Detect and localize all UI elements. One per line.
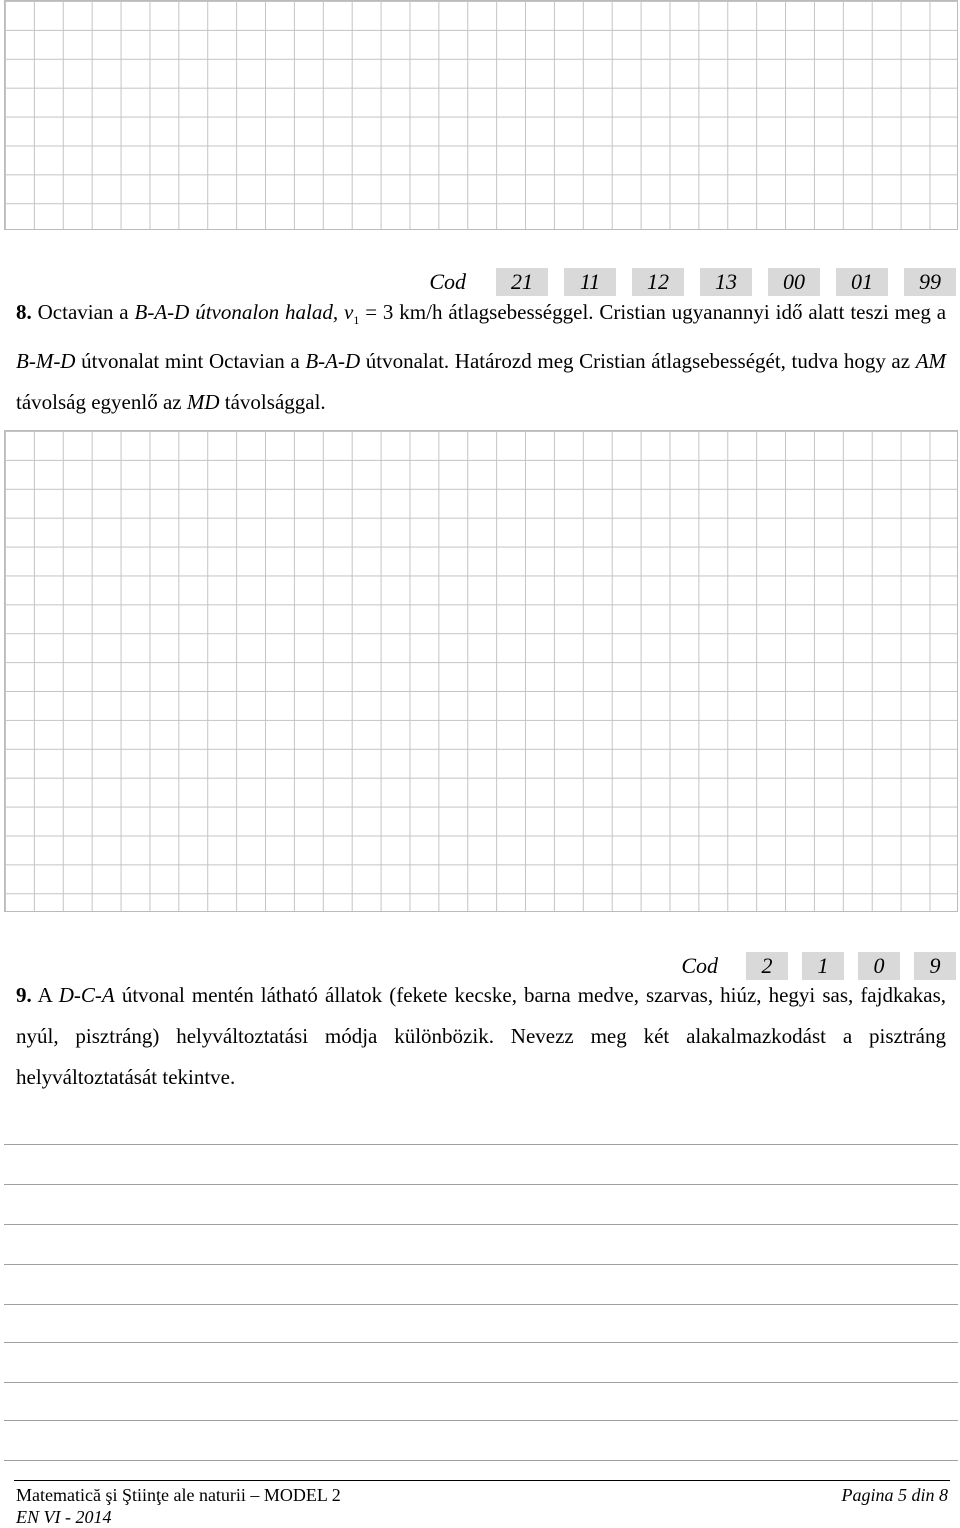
question-8 xyxy=(16,292,946,423)
code-cell[interactable]: 01 xyxy=(836,268,888,296)
answer-grid-top[interactable] xyxy=(4,0,958,230)
answer-line[interactable] xyxy=(4,1460,958,1461)
velocity-subscript: 1 xyxy=(353,313,360,328)
question-text: útvonalat mint Octavian a xyxy=(81,349,300,374)
answer-line[interactable] xyxy=(4,1264,958,1265)
code-cell[interactable]: 9 xyxy=(914,952,956,980)
segment-label: MD xyxy=(186,390,220,415)
answer-line[interactable] xyxy=(4,1184,958,1185)
footer-title: Matematică şi Ştiinţe ale naturii – MODEL 2 xyxy=(16,1485,341,1505)
code-cell[interactable]: 0 xyxy=(858,952,900,980)
code-cell[interactable]: 11 xyxy=(564,268,616,296)
route-label: D-C-A xyxy=(58,983,115,1007)
question-text: távolság egyenlő az xyxy=(16,390,182,415)
velocity-variable: v xyxy=(344,300,354,324)
code-cell[interactable]: 13 xyxy=(700,268,752,296)
question-text: A xyxy=(37,983,52,1007)
segment-label: AM xyxy=(915,349,947,374)
footer-subtitle: EN VI - 2014 xyxy=(16,1507,112,1527)
answer-grid-q8[interactable] xyxy=(4,430,958,912)
question-text: útvonalat. Határozd meg Cristian átlagsebességét, tudva hogy az xyxy=(365,349,911,374)
code-cell[interactable]: 99 xyxy=(904,268,956,296)
answer-line[interactable] xyxy=(4,1382,958,1383)
code-cell[interactable]: 00 xyxy=(768,268,820,296)
answer-line[interactable] xyxy=(4,1342,958,1343)
cod-label: Cod xyxy=(429,269,466,294)
answer-line[interactable] xyxy=(4,1144,958,1145)
answer-line[interactable] xyxy=(4,1304,958,1305)
route-label: B-A-D xyxy=(305,349,361,374)
code-cell[interactable]: 21 xyxy=(496,268,548,296)
route-label: B-A-D xyxy=(134,300,190,324)
code-cell[interactable]: 12 xyxy=(632,268,684,296)
question-text: Octavian a xyxy=(37,300,129,324)
page-number: Pagina 5 din 8 xyxy=(841,1485,948,1505)
question-number: 9. xyxy=(16,983,32,1007)
answer-line[interactable] xyxy=(4,1224,958,1225)
question-text: útvonal mentén látható állatok (fekete kecske, barna medve, szarvas, hiúz, hegyi sas, fajdkakas, nyúl, pisztráng) helyváltoztatási módja különbözik. Nevezz meg két alakalmazkodást a pisztráng helyváltoztatását tekintve. xyxy=(16,983,947,1089)
question-text: = 3 km/h átlagsebességgel. Cristian ugyanannyi idő alatt teszi meg a xyxy=(365,300,947,324)
code-cell[interactable]: 2 xyxy=(746,952,788,980)
code-cell[interactable]: 1 xyxy=(802,952,844,980)
answer-line[interactable] xyxy=(4,1420,958,1421)
route-label: B-M-D xyxy=(16,349,76,374)
question-number: 8. xyxy=(16,300,32,324)
cod-label: Cod xyxy=(681,953,718,978)
footer-divider xyxy=(14,1480,950,1481)
question-9 xyxy=(16,975,946,1098)
question-text: útvonalon halad, xyxy=(195,300,339,324)
question-text: távolsággal. xyxy=(224,390,326,415)
